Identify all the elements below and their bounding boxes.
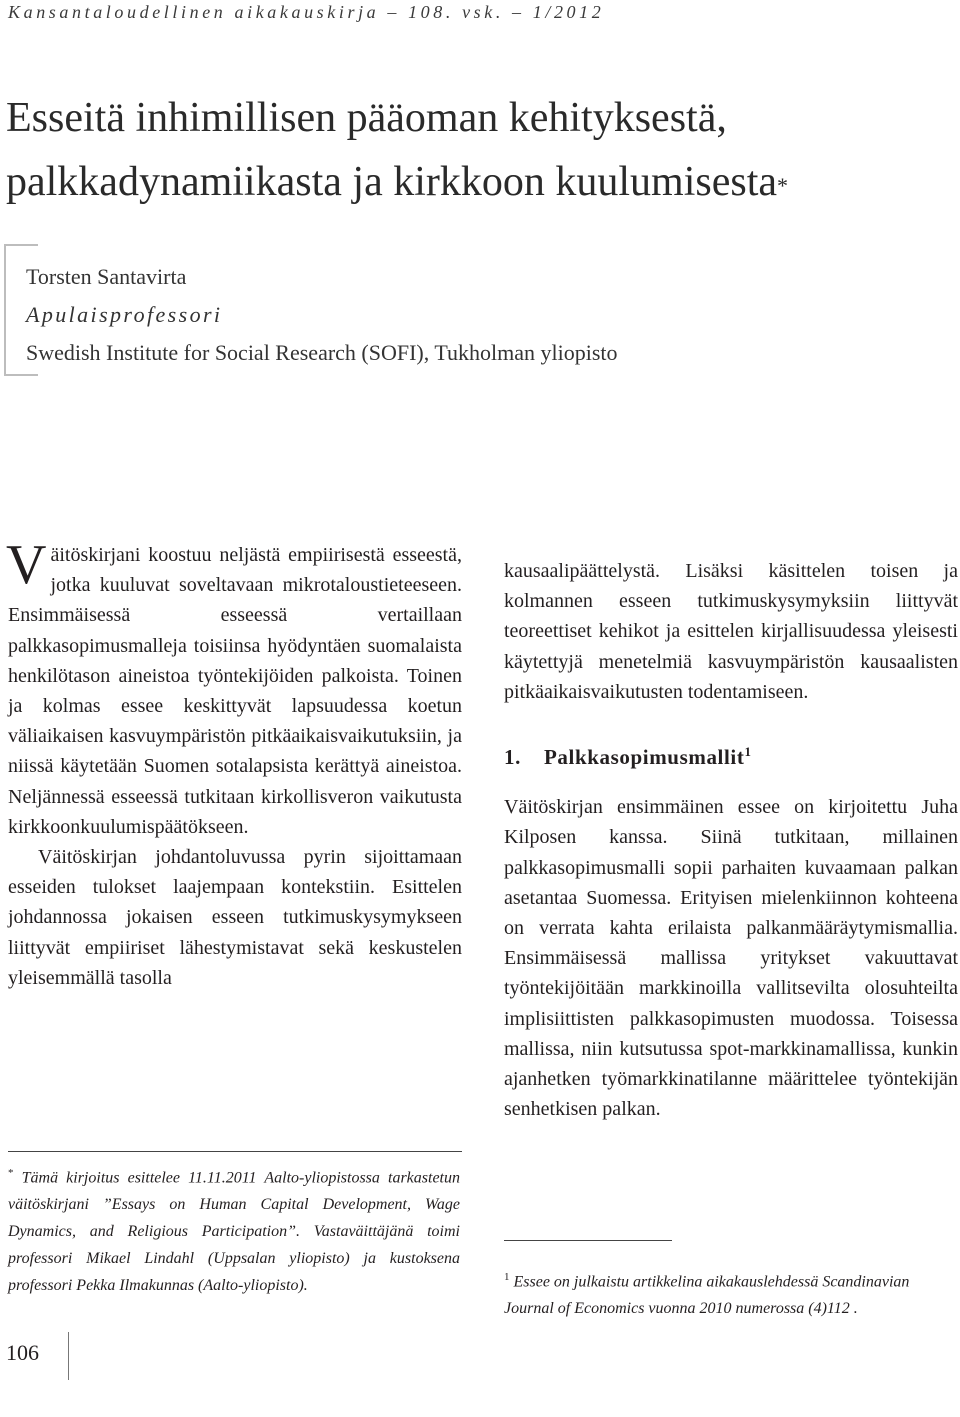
footnote-one-text: Essee on julkaistu artikkelina aikakauslehdessä Scandinavian Journal of Economics vuonna 2010 numerossa (4)112 .: [504, 1273, 910, 1318]
footnote-star-text: Tämä kirjoitus esittelee 11.11.2011 Aalto-yliopistossa tarkastetun väitöskirjani ”Essays on Human Capital Development, Wage Dynamics, and Religious Participation”. Vastaväittäjänä toimi professori Mikael Lindahl (Uppsalan yliopisto) ja kustoksena professori Pekka Ilmakunnas (Aalto-yliopisto).: [8, 1169, 461, 1295]
section-title: Palkkasopimusmallit: [544, 745, 745, 770]
section-number: 1.: [504, 745, 521, 770]
article-title: [6, 86, 946, 214]
title-footnote-marker: *: [777, 173, 789, 198]
author-role: Apulaisprofessori: [26, 302, 223, 327]
title-line-1: Esseitä inhimillisen pääoman kehityksestä,: [6, 95, 727, 141]
intro-paragraph: [6, 534, 462, 842]
continued-paragraph: kausaalipäättelystä. Lisäksi käsittelen toisen ja kolmannen esseen tutkimuskysymyksiin liittyvät teoreettiset kehikot ja esittelen kirjallisuudessa yleisesti käytettyjä menetelmiä kasvuympäristön kausaalisten pitkäaikaisvaikutusten todentamiseen.: [504, 560, 958, 703]
footnote-star: [8, 1160, 460, 1299]
section-paragraph: Väitöskirjan ensimmäinen essee on kirjoitettu Juha Kilposen kanssa. Siinä tutkitaan, millainen palkkasopimusmalli sopii parhaiten kuvaamaan palkan asetantaa Suomessa. Erityisen mielenkiinnon kohteena on verrata kahta erilaista palkanmääräytymismallia. Ensimmäisessä mallissa yritykset vakuuttavat työntekijöitään markkinoilla vallitsevilta olosuhteilta implisiittisten palkkasopimusten muodossa. Toisessa mallissa, niin kutsutussa spot-markkinamallissa, kunkin ajanhetken työmarkkinatilanne määrittelee työntekijän senhetkisen palkan.: [504, 796, 958, 1121]
footnote-one-marker: 1: [504, 1271, 510, 1283]
title-line-2-text: palkkadynamiikasta ja kirkkoon kuulumisesta: [6, 159, 778, 205]
journal-header: Kansantaloudellinen aikakauskirja – 108. vsk. – 1/2012: [8, 2, 605, 22]
page-number-divider: [68, 1332, 69, 1380]
footnote-star-marker: *: [8, 1167, 14, 1179]
page-number: 106: [6, 1340, 39, 1365]
right-column: [504, 556, 958, 1124]
author-name: Torsten Santavirta: [26, 264, 187, 289]
author-block: [26, 258, 926, 372]
title-line-2: [6, 150, 946, 214]
footnote-rule-right: [504, 1240, 672, 1241]
section-heading: [504, 737, 958, 772]
footnote-one: [504, 1264, 956, 1322]
left-column: [6, 534, 462, 993]
section-footnote-marker: 1: [744, 744, 752, 760]
drop-cap: V: [6, 534, 47, 596]
intro-paragraph-text: äitöskirjani koostuu neljästä empiirisestä esseestä, jotka kuuluvat soveltavaan mikrotaloustieteeseen. Ensimmäisessä esseessä vertaillaan palkkasopimusmalleja toisiinsa hyödyntäen suomalaista henkilötason aineistoa työntekijöiden palkoista. Toinen ja kolmas essee keskittyvät lapsuudessa koetun väliaikaisen kasvuympäristön pitkäaikaisvaikutuksiin, ja niissä käytetään Suomen sotalapsista kerättyä aineistoa. Neljännessä esseessä tutkitaan kirkollisveron vaikutusta kirkkoonkuulumispäätökseen.: [8, 544, 462, 838]
second-paragraph: Väitöskirjan johdantoluvussa pyrin sijoittamaan esseiden tulokset laajempaan kontekstiin. Esittelen johdannossa jokaisen esseen tutkimuskysymykseen liittyvät empiiriset lähestymistavat sekä keskustelen yleisemmällä tasolla: [8, 846, 462, 989]
footnote-rule-left: [8, 1151, 462, 1152]
author-affiliation: Swedish Institute for Social Research (SOFI), Tukholman yliopisto: [26, 340, 618, 365]
